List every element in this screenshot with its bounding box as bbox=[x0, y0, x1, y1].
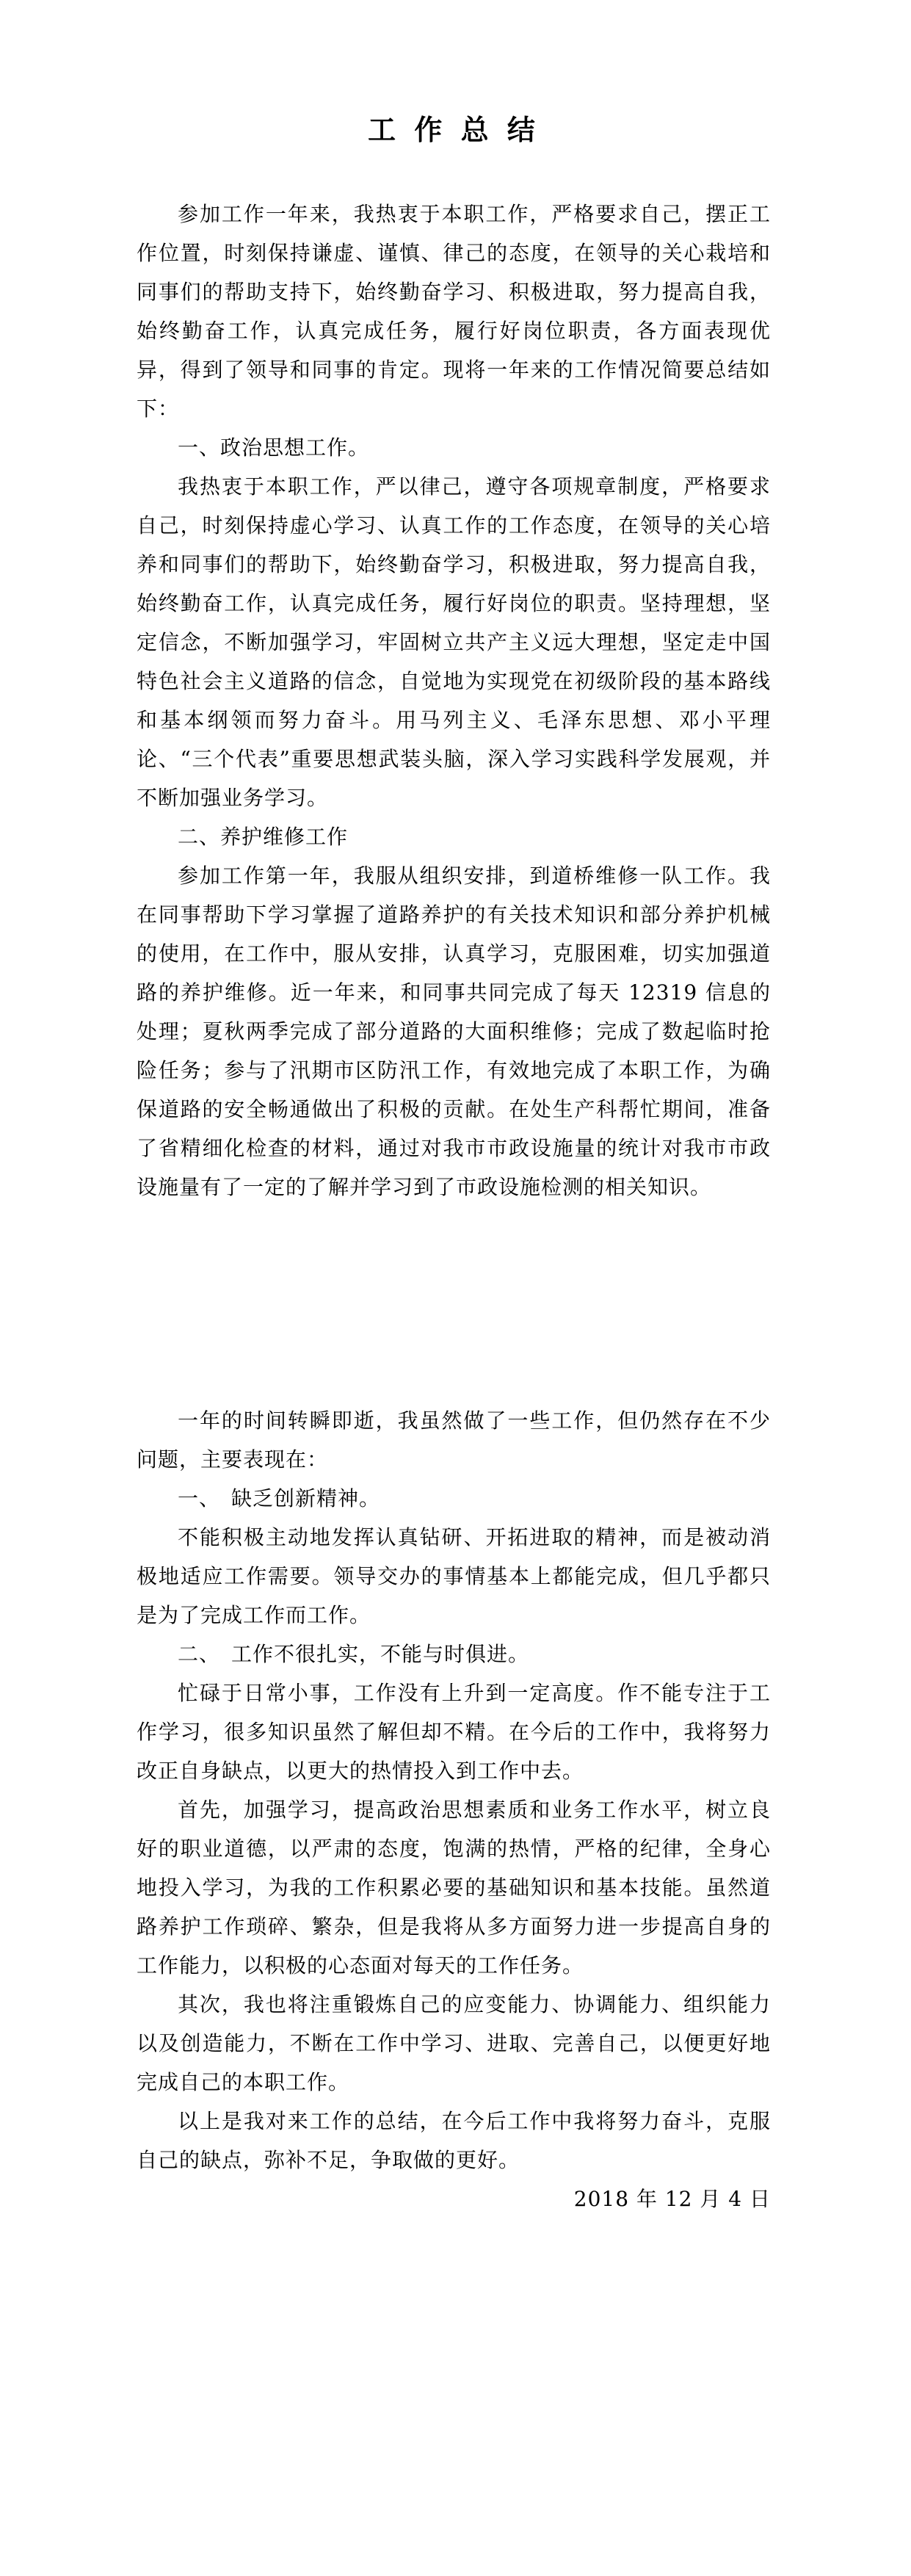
para-maintenance-content: 参加工作第一年，我服从组织安排，到道桥维修一队工作。我在同事帮助下学习掌握了道路养护的有关技术知识和部分养护机械的使用，在工作中，服从安排，认真学习，克服困难，切实加强道路的养护维修。近一年来，和同事共同完成了每天 12319 信息的处理；夏秋两季完成了部分道路的大面积维修；完成了数起临时抢险任务；参与了汛期市区防汛工作，有效地完成了本职工作，为确保道路的安全畅通做出了积极的贡献。在处生产科帮忙期间，准备了省精细化检查的材料，通过对我市市政设施量的统计对我市市政设施量有了一定的了解并学习到了市政设施检测的相关知识。 bbox=[137, 864, 771, 1199]
para-improvement-second: 其次，我也将注重锻炼自己的应变能力、协调能力、组织能力以及创造能力，不断在工作中学习、进取、完善自己，以便更好地完成自己的本职工作。 bbox=[137, 1992, 771, 2094]
heading-section-1-political: 一、政治思想工作。 bbox=[178, 435, 370, 460]
document-title: 工 作 总 结 bbox=[368, 113, 540, 146]
para-problem-1-detail: 不能积极主动地发挥认真钻研、开拓进取的精神，而是被动消极地适应工作需要。领导交办的事情基本上都能完成，但几乎都只是为了完成工作而工作。 bbox=[137, 1525, 771, 1627]
date-line: 2018 年 12 月 4 日 bbox=[573, 2187, 771, 2211]
para-opening: 参加工作一年来，我热衷于本职工作，严格要求自己，摆正工作位置，时刻保持谦虚、谨慎、律己的态度，在领导的关心栽培和同事们的帮助支持下，始终勤奋学习、积极进取，努力提高自我，始终勤奋工作，认真完成任务，履行好岗位职责，各方面表现优异，得到了领导和同事的肯定。现将一年来的工作情况简要总结如下： bbox=[137, 202, 771, 421]
heading-problem-2: 二、 工作不很扎实，不能与时俱进。 bbox=[178, 1642, 530, 1666]
para-improvement-first: 首先，加强学习，提高政治思想素质和业务工作水平，树立良好的职业道德，以严肃的态度，饱满的热情，严格的纪律，全身心地投入学习，为我的工作积累必要的基础知识和基本技能。虽然道路养护工作琐碎、繁杂，但是我将从多方面努力进一步提高自身的工作能力，以积极的心态面对每天的工作任务。 bbox=[137, 1798, 771, 1978]
heading-section-2-maintenance: 二、养护维修工作 bbox=[178, 825, 349, 849]
heading-problem-1: 一、 缺乏创新精神。 bbox=[178, 1486, 381, 1510]
page-2-text-block bbox=[137, 1401, 771, 2218]
para-closing: 以上是我对来工作的总结，在今后工作中我将努力奋斗，克服自己的缺点，弥补不足，争取做的更好。 bbox=[137, 2109, 771, 2172]
page-1-text-block bbox=[137, 195, 771, 1206]
para-political-content: 我热衷于本职工作，严以律己，遵守各项规章制度，严格要求自己，时刻保持虚心学习、认真工作的工作态度，在领导的关心培养和同事们的帮助下，始终勤奋学习，积极进取，努力提高自我，始终勤奋工作，认真完成任务，履行好岗位的职责。坚持理想，坚定信念，不断加强学习，牢固树立共产主义远大理想，坚定走中国特色社会主义道路的信念，自觉地为实现党在初级阶段的基本路线和基本纲领而努力奋斗。用马列主义、毛泽东思想、邓小平理论、“三个代表”重要思想武装头脑，深入学习实践科学发展观，并不断加强业务学习。 bbox=[137, 474, 771, 810]
para-problems-intro: 一年的时间转瞬即逝，我虽然做了一些工作，但仍然存在不少问题，主要表现在： bbox=[137, 1408, 771, 1472]
para-problem-2-detail: 忙碌于日常小事，工作没有上升到一定高度。作不能专注于工作学习，很多知识虽然了解但却不精。在今后的工作中，我将努力改正自身缺点，以更大的热情投入到工作中去。 bbox=[137, 1681, 771, 1783]
